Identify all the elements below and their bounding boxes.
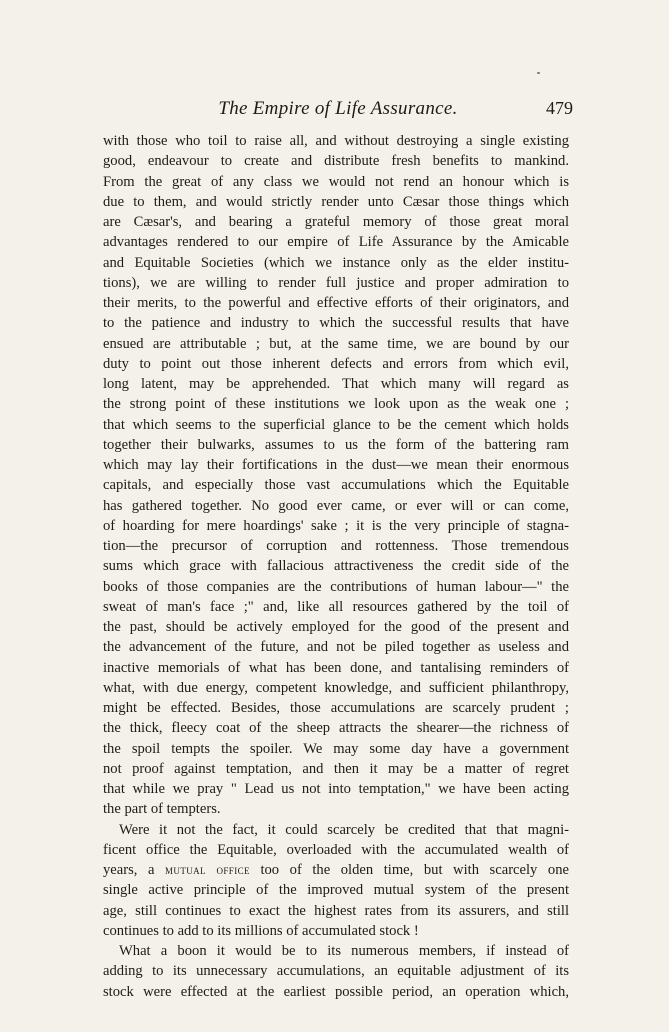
text-line: might be effected. Besides, those accumulations are scarcely prudent ;: [103, 700, 569, 716]
text-line: books of those companies are the contributions of human labour—" the: [103, 578, 569, 595]
text-line: not proof against temptation, and then it may be a matter of regret: [103, 760, 569, 777]
text-line: due to them, and would strictly render unto Cæsar those things which: [103, 193, 569, 210]
text-line: sums which grace with fallacious attractiveness the credit side of the: [103, 558, 569, 575]
text-line: of hoarding for mere hoardings' sake ; it is the very principle of stagna-: [103, 517, 569, 534]
text-line: tion—the precursor of corruption and rottenness. Those tremendous: [103, 538, 569, 554]
paragraph-first-line: What a boon it would be to its numerous members, if instead of: [119, 943, 569, 959]
text-line: capitals, and especially those vast accumulations which the Equitable: [103, 477, 569, 494]
text-line: the thick, fleecy coat of the sheep attracts the shearer—the richness of: [103, 720, 569, 737]
paragraph-last-line: continues to add to its millions of accumulated stock !: [103, 922, 419, 939]
text-line: good, endeavour to create and distribute fresh benefits to mankind.: [103, 153, 569, 170]
text-line-small-caps: [103, 860, 569, 880]
text-line: From the great of any class we would not rend an honour which is: [103, 173, 569, 190]
text-line: stock were effected at the earliest possible period, an operation which,: [103, 983, 569, 1000]
text-line: what, with due energy, competent knowledge, and sufficient philanthropy,: [103, 679, 569, 696]
running-title: The Empire of Life Assurance.: [218, 98, 458, 119]
text-line: the advancement of the future, and not be piled together as useless and: [103, 639, 569, 656]
page-header: [103, 98, 573, 122]
text-line: sweat of man's face ;" and, like all resources gathered by the toil of: [103, 598, 569, 615]
ink-speck: [537, 72, 540, 74]
text-line: that which seems to the superficial glance to be the cement which holds: [103, 416, 569, 433]
text-line: has gathered together. No good ever came, or ever will or can come,: [103, 497, 569, 514]
text-line: that while we pray " Lead us not into temptation," we have been acting: [103, 781, 569, 797]
text-line: together their bulwarks, assumes to us the form of the battering ram: [103, 436, 569, 453]
text-line: duty to point out those inherent defects and errors from which evil,: [103, 355, 569, 372]
text-fragment: too of the olden time, but with scarcely one: [260, 862, 569, 878]
text-line: ficent office the Equitable, overloaded with the accumulated wealth of: [103, 841, 569, 858]
body-text: [103, 131, 569, 1002]
text-line: and Equitable Societies (which we instance only as the elder institu-: [103, 254, 569, 271]
text-line: single active principle of the improved mutual system of the present: [103, 882, 569, 899]
paragraph-first-line: Were it not the fact, it could scarcely be credited that that magni-: [119, 821, 569, 838]
text-line: the spoil tempts the spoiler. We may some day have a government: [103, 740, 569, 757]
text-fragment: years, a: [103, 862, 155, 878]
text-line: are Cæsar's, and bearing a grateful memory of those great moral: [103, 214, 569, 230]
text-line: their merits, to the powerful and effective efforts of their originators, and: [103, 295, 569, 311]
text-line: advantages rendered to our empire of Life Assurance by the Amicable: [103, 234, 569, 251]
text-line: long latent, may be apprehended. That which many will regard as: [103, 376, 569, 392]
text-line: the strong point of these institutions we look upon as the weak one ;: [103, 396, 569, 413]
text-line: which may lay their fortifications in the dust—we mean their enormous: [103, 457, 569, 473]
text-line: adding to its unnecessary accumulations, an equitable adjustment of its: [103, 963, 569, 980]
text-line: inactive memorials of what has been done, and tantalising reminders of: [103, 659, 569, 676]
text-line: to the patience and industry to which the successful results that have: [103, 315, 569, 332]
paragraph-last-line: the part of tempters.: [103, 801, 221, 818]
text-line: the past, should be actively employed for the good of the present and: [103, 619, 569, 635]
text-line: age, still continues to exact the highest rates from its assurers, and still: [103, 902, 569, 919]
page-number: 479: [546, 98, 573, 118]
small-caps-phrase: mutual office: [165, 862, 250, 877]
text-line: ensued are attributable ; but, at the same time, we are bound by our: [103, 335, 569, 352]
text-line: with those who toil to raise all, and without destroying a single existing: [103, 133, 569, 149]
text-line: tions), we are willing to render full justice and proper admiration to: [103, 274, 569, 291]
